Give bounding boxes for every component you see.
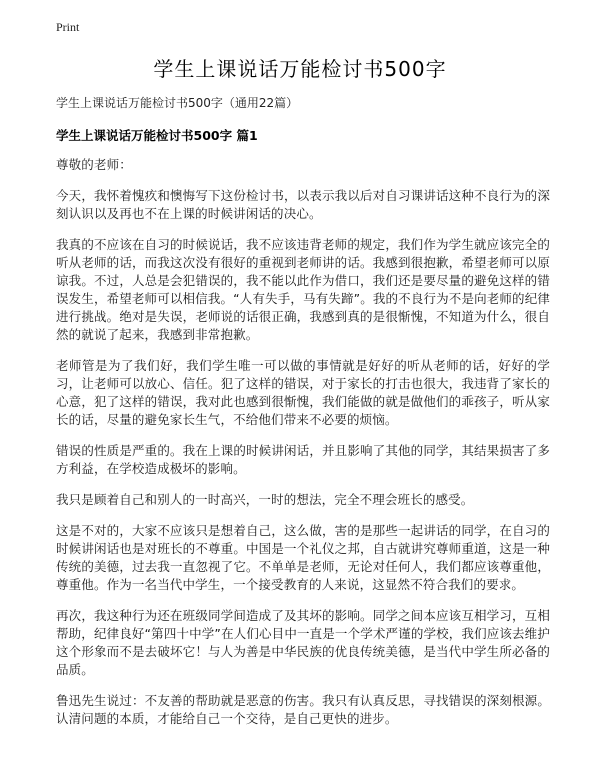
paragraph-salutation: 尊敬的老师： — [56, 157, 132, 172]
paragraph: 我只是顾着自己和别人的一时高兴，一时的想法，完全不理会班长的感受。 — [56, 492, 474, 507]
paragraph: 老师管是为了我们好，我们学生唯一可以做的事情就是好好的听从老师的话，好好的学习，让老师可以放心、信任。犯了这样的错误，对于家长的打击也很大，我违背了家长的心意，犯了这样的错误，我对此也感到很惭愧，我们能做的就是做他们的乖孩子，听从家长的话，尽量的避免家长生气，不给他们带来不必要的烦恼。 — [56, 358, 550, 427]
paragraph: 鲁迅先生说过：不友善的帮助就是恶意的伤害。我只有认真反思，寻找错误的深刻根源。认清问题的本质，才能给自己一个交待，是自己更快的进步。 — [56, 693, 550, 726]
section-heading: 学生上课说话万能检讨书500字 篇1 — [56, 128, 258, 143]
paragraph: 我真的不应该在自习的时候说话，我不应该违背老师的规定，我们作为学生就应该完全的听从老师的话，而我这次没有很好的重视到老师讲的话。我感到很抱歉，希望老师可以原谅我。不过，人总是会犯错误的，我不能以此作为借口，我们还是要尽量的避免这样的错误发生，希望老师可以相信我。“人有失手，马有失蹄”。我的不良行为不是向老师的纪律进行挑战。绝对是失误，老师说的话很正确，我感到真的是很惭愧，不知道为什么，很自然的就说了起来，我感到非常抱歉。 — [56, 237, 550, 342]
document-subtitle: 学生上课说话万能检讨书500字（通用22篇） — [56, 96, 299, 110]
print-link[interactable]: Print — [56, 20, 80, 34]
document-body — [56, 156, 550, 741]
paragraph: 今天，我怀着愧疚和懊悔写下这份检讨书，以表示我以后对自习课讲话这种不良行为的深刻认识以及再也不在上课的时候讲闲话的决心。 — [56, 188, 550, 221]
page-title: 学生上课说话万能检讨书500字 — [153, 57, 447, 81]
paragraph: 错误的性质是严重的。我在上课的时候讲闲话，并且影响了其他的同学，其结果损害了多方利益，在学校造成极坏的影响。 — [56, 443, 550, 476]
paragraph: 再次，我这种行为还在班级同学间造成了及其坏的影响。同学之间本应该互相学习，互相帮助，纪律良好“第四十中学”在人们心目中一直是一个学术严谨的学校，我们应该去维护这个形象而不是去破坏它！与人为善是中华民族的优良传统美德，是当代中学生所必备的品质。 — [56, 608, 550, 677]
paragraph: 这是不对的，大家不应该只是想着自己，这么做，害的是那些一起讲话的同学，在自习的时候讲闲话也是对班长的不尊重。中国是一个礼仪之邦，自古就讲究尊师重道，这是一种传统的美德，过去我一直忽视了它。不单单是老师，无论对任何人，我们都应该尊重他，尊重他。作为一名当代中学生，一个接受教育的人来说，这显然不符合我们的要求。 — [56, 523, 550, 592]
